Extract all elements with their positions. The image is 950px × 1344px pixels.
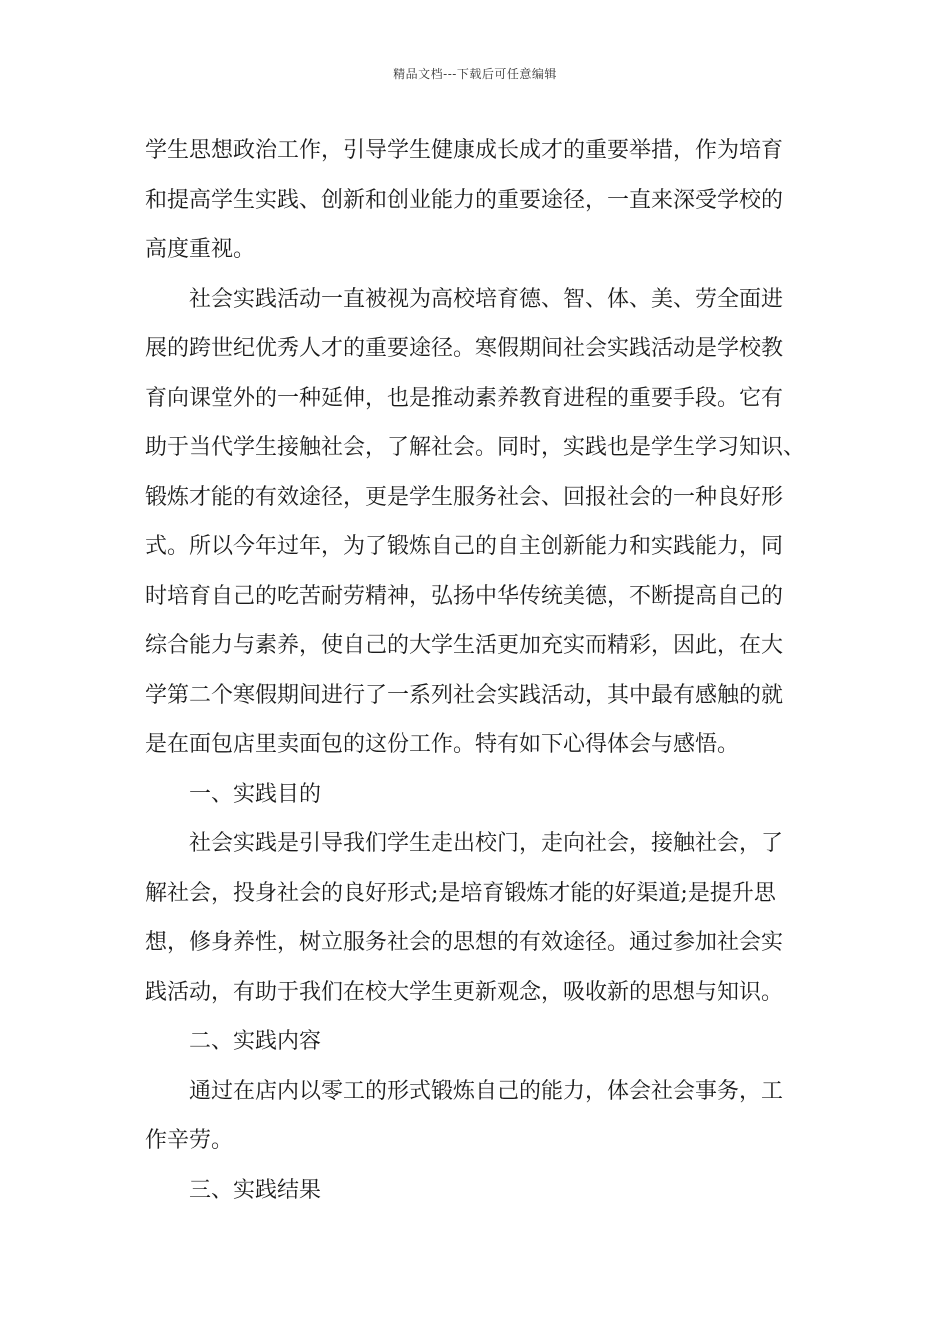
text-line: 助于当代学生接触社会，了解社会。同时，实践也是学生学习知识、 <box>145 435 806 460</box>
section-heading-purpose: 一、实践目的 <box>189 781 322 807</box>
text-line: 育向课堂外的一种延伸，也是推动素养教育进程的重要手段。它有 <box>145 385 784 411</box>
paragraph-start-line: 社会实践是引导我们学生走出校门，走向社会，接触社会，了 <box>189 831 784 856</box>
text-line: 式。所以今年过年，为了锻炼自己的自主创新能力和实践能力，同 <box>145 534 784 559</box>
text-line: 时培育自己的吃苦耐劳精神，弘扬中华传统美德，不断提高自己的 <box>145 583 784 609</box>
page-header: 精品文档---下载后可任意编辑 <box>393 67 557 81</box>
section-heading-result: 三、实践结果 <box>189 1177 322 1203</box>
text-line: 践活动，有助于我们在校大学生更新观念，吸收新的思想与知识。 <box>145 979 784 1005</box>
paragraph-start-line: 社会实践活动一直被视为高校培育德、智、体、美、劳全面进 <box>189 286 784 312</box>
text-line: 高度重视。 <box>145 237 256 262</box>
document-body <box>145 131 805 1220</box>
text-line: 综合能力与素养，使自己的大学生活更加充实而精彩，因此，在大 <box>145 633 784 658</box>
text-line: 学生思想政治工作，引导学生健康成长成才的重要举措，作为培育 <box>145 138 784 163</box>
text-line: 想，修身养性，树立服务社会的思想的有效途径。通过参加社会实 <box>145 930 784 955</box>
paragraph-start-line: 通过在店内以零工的形式锻炼自己的能力，体会社会事务，工 <box>189 1078 784 1104</box>
text-line: 学第二个寒假期间进行了一系列社会实践活动，其中最有感触的就 <box>145 682 784 708</box>
text-line: 解社会，投身社会的良好形式;是培育锻炼才能的好渠道;是提升思 <box>145 880 776 906</box>
section-heading-content: 二、实践内容 <box>189 1029 322 1054</box>
text-line: 作辛劳。 <box>145 1128 234 1153</box>
text-line: 是在面包店里卖面包的这份工作。特有如下心得体会与感悟。 <box>145 732 740 757</box>
text-line: 锻炼才能的有效途径，更是学生服务社会、回报社会的一种良好形 <box>145 484 784 510</box>
text-line: 和提高学生实践、创新和创业能力的重要途径，一直来深受学校的 <box>145 187 784 213</box>
text-line: 展的跨世纪优秀人才的重要途径。寒假期间社会实践活动是学校教 <box>145 336 784 361</box>
